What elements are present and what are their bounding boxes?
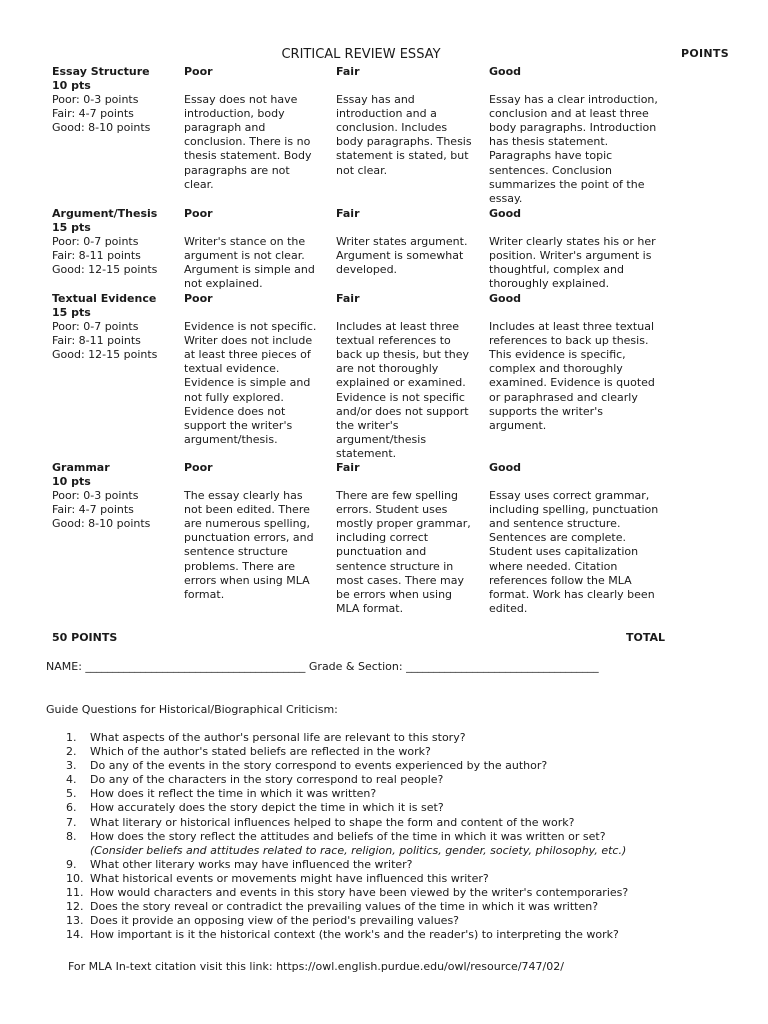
criterion-argument-thesis: [52, 207, 182, 277]
list-item: [46, 787, 746, 801]
criterion-grammar: [52, 461, 182, 531]
good-description: Writer clearly states his or her position. Writer's argument is thoughtful, complex and thoroughly explained.: [489, 235, 656, 291]
level-label-fair: Fair: [336, 461, 360, 474]
question-text: How accurately does the story depict the time in which it is set?: [90, 801, 444, 815]
list-item: [46, 830, 746, 858]
name-grade-section-line: NAME: ________________________________________ Grade & Section: ___________________________________: [46, 660, 599, 673]
question-number: 10.: [66, 871, 84, 885]
scale-fair: Fair: 4-7 points: [52, 107, 134, 121]
question-text: How important is it the historical context (the work's and the reader's) to interpreting the work?: [90, 928, 619, 942]
question-number: 6.: [66, 801, 77, 815]
good-description: Essay has a clear introduction, conclusion and at least three body paragraphs. Introduction has thesis statement. Paragraphs have topic sentences. Conclusion summarizes the point of the essay.: [489, 93, 658, 205]
question-text: Do any of the events in the story correspond to events experienced by the author?: [90, 759, 548, 773]
scale-good: Good: 8-10 points: [52, 121, 151, 135]
cell-good: [489, 461, 669, 616]
list-item: [46, 801, 746, 815]
cell-fair: [336, 65, 484, 178]
list-item: [46, 816, 746, 830]
question-number: 1.: [66, 731, 77, 744]
page-title: CRITICAL REVIEW ESSAY: [281, 47, 441, 62]
list-item: [46, 928, 746, 942]
list-item: [46, 731, 746, 745]
criterion-name: Argument/Thesis: [52, 207, 158, 220]
scale-good: Good: 12-15 points: [52, 263, 158, 277]
level-label-good: Good: [489, 461, 522, 474]
cell-fair: [336, 461, 484, 616]
scale-good: Good: 12-15 points: [52, 348, 158, 362]
list-item: [46, 858, 746, 872]
fair-description: Includes at least three textual references to back up thesis, but they are not thoroughly explained or examined. Evidence is not specific and/or does not support the writer's argument/thesis statement.: [336, 320, 469, 460]
list-item: [46, 900, 746, 914]
question-text: Which of the author's stated beliefs are reflected in the work?: [90, 745, 431, 759]
scale-fair: Fair: 4-7 points: [52, 503, 134, 517]
cell-poor: [184, 207, 332, 291]
cell-poor: [184, 292, 332, 447]
criterion-points: 10 pts: [52, 475, 91, 489]
cell-poor: [184, 461, 332, 602]
cell-poor: [184, 65, 332, 192]
cell-good: [489, 207, 669, 291]
total-points: 50 POINTS: [52, 631, 118, 644]
cell-fair: [336, 292, 484, 461]
level-label-poor: Poor: [184, 65, 213, 78]
list-item: [46, 773, 746, 787]
list-item: [46, 745, 746, 759]
level-label-poor: Poor: [184, 461, 213, 474]
question-number: 9.: [66, 857, 77, 871]
level-label-good: Good: [489, 292, 522, 305]
question-number: 12.: [66, 900, 84, 914]
question-number: 8.: [66, 829, 77, 843]
good-description: Essay uses correct grammar, including spelling, punctuation and sentence structure. Sentences are complete. Student uses capitalization where needed. Citation references follow the MLA format. Work has clearly been edited.: [489, 489, 659, 615]
cell-good: [489, 292, 669, 433]
scale-poor: Poor: 0-3 points: [52, 93, 139, 107]
question-text: Does it provide an opposing view of the period's prevailing values?: [90, 914, 460, 928]
scale-poor: Poor: 0-3 points: [52, 489, 139, 503]
question-text: What other literary works may have influenced the writer?: [90, 857, 413, 871]
question-text: How does it reflect the time in which it was written?: [90, 787, 377, 801]
criterion-name: Grammar: [52, 461, 110, 474]
list-item: [46, 886, 746, 900]
scale-fair: Fair: 8-11 points: [52, 249, 141, 263]
level-label-fair: Fair: [336, 207, 360, 220]
poor-description: Evidence is not specific. Writer does not include at least three pieces of textual evidence. Evidence is simple and not fully explored. Evidence does not support the writer's argument/thesis.: [184, 320, 317, 446]
question-text: Do any of the characters in the story correspond to real people?: [90, 773, 444, 787]
level-label-fair: Fair: [336, 65, 360, 78]
level-label-fair: Fair: [336, 292, 360, 305]
list-item: [46, 914, 746, 928]
question-number: 11.: [66, 886, 84, 900]
criterion-points: 15 pts: [52, 221, 91, 235]
mla-citation-note: For MLA In-text citation visit this link: https://owl.english.purdue.edu/owl/resource/747/02/: [68, 960, 564, 973]
level-label-poor: Poor: [184, 207, 213, 220]
list-item: [46, 872, 746, 886]
fair-description: Writer states argument. Argument is somewhat developed.: [336, 235, 468, 277]
question-number: 2.: [66, 745, 77, 759]
question-note: (Consider beliefs and attitudes related to race, religion, politics, gender, society, philosophy, etc.): [90, 843, 627, 857]
scale-poor: Poor: 0-7 points: [52, 235, 139, 249]
question-text: How would characters and events in this story have been viewed by the writer's contemporaries?: [90, 886, 629, 900]
guide-questions-list: [46, 731, 746, 942]
fair-description: There are few spelling errors. Student uses mostly proper grammar, including correct punctuation and sentence structure in most cases. There may be errors when using MLA format.: [336, 489, 471, 615]
poor-description: Essay does not have introduction, body paragraph and conclusion. There is no thesis statement. Body paragraphs are not clear.: [184, 93, 312, 191]
guide-questions-title: Guide Questions for Historical/Biographical Criticism:: [46, 703, 338, 716]
cell-fair: [336, 207, 484, 277]
fair-description: Essay has and introduction and a conclusion. Includes body paragraphs. Thesis statement is stated, but not clear.: [336, 93, 472, 177]
question-number: 3.: [66, 759, 77, 773]
scale-fair: Fair: 8-11 points: [52, 334, 141, 348]
question-number: 4.: [66, 773, 77, 787]
list-item: [46, 759, 746, 773]
level-label-good: Good: [489, 65, 522, 78]
question-text: What historical events or movements might have influenced this writer?: [90, 871, 489, 885]
points-column-header: POINTS: [681, 47, 729, 60]
criterion-essay-structure: [52, 65, 182, 135]
question-text: How does the story reflect the attitudes and beliefs of the time in which it was written or set?: [90, 829, 606, 843]
total-label: TOTAL: [626, 631, 666, 644]
question-text: Does the story reveal or contradict the prevailing values of the time in which it was written?: [90, 900, 599, 914]
question-text: What literary or historical influences helped to shape the form and content of the work?: [90, 815, 575, 829]
criterion-name: Textual Evidence: [52, 292, 157, 305]
question-number: 5.: [66, 787, 77, 801]
question-number: 13.: [66, 914, 84, 928]
scale-poor: Poor: 0-7 points: [52, 320, 139, 334]
question-text: What aspects of the author's personal life are relevant to this story?: [90, 731, 466, 744]
level-label-poor: Poor: [184, 292, 213, 305]
question-number: 14.: [66, 928, 84, 942]
scale-good: Good: 8-10 points: [52, 517, 151, 531]
criterion-textual-evidence: [52, 292, 182, 362]
criterion-name: Essay Structure: [52, 65, 150, 78]
good-description: Includes at least three textual references to back up thesis. This evidence is specific, complex and thoroughly examined. Evidence is quoted or paraphrased and clearly supports the writer's argument.: [489, 320, 655, 432]
criterion-points: 10 pts: [52, 79, 91, 93]
level-label-good: Good: [489, 207, 522, 220]
poor-description: The essay clearly has not been edited. There are numerous spelling, punctuation errors, and sentence structure problems. There are errors when using MLA format.: [184, 489, 314, 601]
poor-description: Writer's stance on the argument is not clear. Argument is simple and not explained.: [184, 235, 315, 291]
criterion-points: 15 pts: [52, 306, 91, 320]
cell-good: [489, 65, 669, 206]
question-number: 7.: [66, 815, 77, 829]
